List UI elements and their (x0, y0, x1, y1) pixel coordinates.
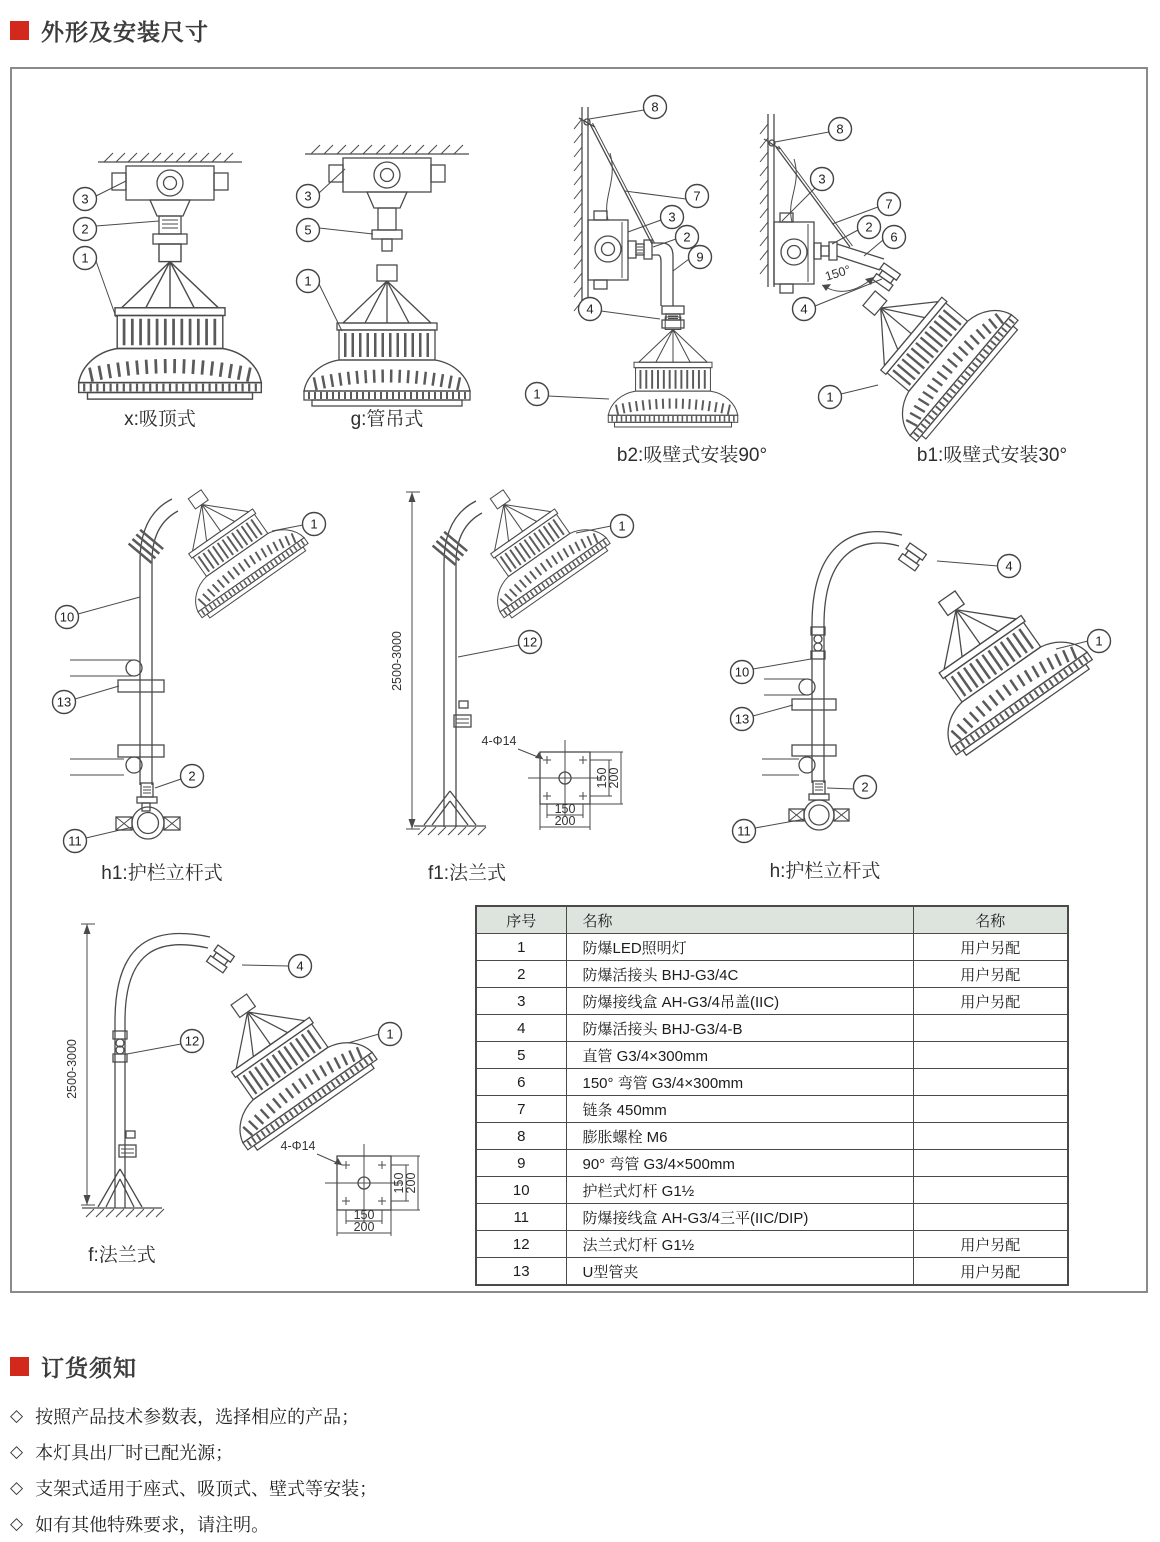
table-row (476, 1123, 1068, 1150)
svg-text:3: 3 (818, 171, 826, 187)
cell-name: 膨胀螺栓 M6 (566, 1123, 913, 1150)
cell-name: 防爆接线盒 AH-G3/4吊盖(IIC) (566, 988, 913, 1015)
cell-name: 防爆接线盒 AH-G3/4三平(IIC/DIP) (566, 1204, 913, 1231)
caption-h1: h1:护栏立杆式 (101, 863, 223, 884)
callout-1 (526, 383, 549, 406)
caption-f: f:法兰式 (88, 1245, 156, 1266)
svg-text:6: 6 (890, 229, 898, 245)
caption-b1: b1:吸壁式安装30° (916, 445, 1068, 466)
callout-8 (644, 96, 667, 119)
plate-holes-label: 4-Φ14 (481, 734, 517, 748)
cell-index: 8 (476, 1123, 566, 1150)
flange-plate-detail (482, 734, 624, 830)
lamp-icon (304, 265, 470, 406)
union-joint (899, 543, 927, 571)
callout-1 (74, 247, 97, 270)
callout-4 (998, 555, 1021, 578)
cell-note (913, 1150, 1068, 1177)
svg-text:1: 1 (618, 518, 626, 534)
svg-text:8: 8 (651, 99, 659, 115)
table-row (476, 934, 1068, 961)
svg-text:200: 200 (404, 1172, 418, 1194)
caption-x: x:吸顶式 (124, 409, 196, 430)
svg-text:4: 4 (296, 958, 304, 974)
callout-7 (686, 185, 709, 208)
diamond-bullet-icon: ◇ (10, 1478, 24, 1497)
cell-note (913, 1015, 1068, 1042)
callout-2 (858, 216, 881, 239)
table-row (476, 1231, 1068, 1258)
svg-text:1: 1 (386, 1026, 394, 1042)
diagram-b1-wall-mount-30 (760, 114, 1067, 466)
lamp-icon (142, 457, 311, 621)
svg-text:150: 150 (353, 1208, 375, 1222)
callout-9 (689, 246, 712, 269)
cell-index: 13 (476, 1258, 566, 1286)
diagram-panel (10, 67, 1148, 1293)
flange-plate-detail (281, 1139, 421, 1236)
svg-text:3: 3 (81, 191, 89, 207)
callout-3 (74, 188, 97, 211)
col-header-name2: 名称 (913, 906, 1068, 934)
cell-note: 用户另配 (913, 934, 1068, 961)
diagram-f1-flange-pole (390, 457, 634, 884)
ordering-notes (10, 1398, 910, 1542)
cell-name: 防爆LED照明灯 (566, 934, 913, 961)
callout-2 (676, 226, 699, 249)
union-joint (207, 945, 235, 973)
diamond-bullet-icon: ◇ (10, 1442, 24, 1461)
cell-index: 3 (476, 988, 566, 1015)
cell-note (913, 1123, 1068, 1150)
parts-table (475, 905, 1069, 1286)
caption-g: g:管吊式 (350, 409, 424, 430)
cell-note (913, 1177, 1068, 1204)
svg-text:200: 200 (607, 767, 621, 789)
cell-name: 防爆活接头 BHJ-G3/4-B (566, 1015, 913, 1042)
svg-text:4: 4 (586, 301, 594, 317)
svg-text:1: 1 (310, 516, 318, 532)
table-row (476, 1069, 1068, 1096)
note-item (10, 1470, 910, 1506)
diamond-bullet-icon: ◇ (10, 1514, 24, 1533)
pole-height-dim: 2500-3000 (390, 631, 404, 691)
cell-name: U型管夹 (566, 1258, 913, 1286)
cell-name: 护栏式灯杆 G1½ (566, 1177, 913, 1204)
cell-name: 直管 G3/4×300mm (566, 1042, 913, 1069)
callout-1 (611, 515, 634, 538)
cell-name: 90° 弯管 G3/4×500mm (566, 1150, 913, 1177)
svg-text:7: 7 (885, 196, 893, 212)
red-square-icon (10, 1357, 29, 1376)
plate-holes-label: 4-Φ14 (280, 1139, 316, 1153)
table-row (476, 1204, 1068, 1231)
cell-note (913, 1069, 1068, 1096)
cell-note: 用户另配 (913, 988, 1068, 1015)
table-row (476, 1258, 1068, 1286)
svg-text:3: 3 (304, 188, 312, 204)
svg-text:5: 5 (304, 222, 312, 238)
callout-10 (56, 606, 79, 629)
callout-11 (64, 830, 87, 853)
cell-index: 4 (476, 1015, 566, 1042)
table-row (476, 1096, 1068, 1123)
svg-text:11: 11 (737, 823, 751, 839)
callout-3 (811, 168, 834, 191)
note-item (10, 1434, 910, 1470)
callout-2 (181, 765, 204, 788)
svg-text:200: 200 (353, 1220, 375, 1234)
svg-text:10: 10 (59, 609, 75, 625)
note-text: 支架式适用于座式、吸顶式、壁式等安装； (35, 1479, 378, 1499)
svg-text:2: 2 (865, 219, 873, 235)
cell-index: 11 (476, 1204, 566, 1231)
svg-text:150: 150 (554, 802, 576, 816)
cell-note: 用户另配 (913, 1258, 1068, 1286)
section-title-text: 订货须知 (41, 1355, 137, 1381)
cell-note: 用户另配 (913, 1231, 1068, 1258)
lamp-icon (608, 317, 737, 427)
col-header-index: 序号 (476, 906, 566, 934)
svg-text:3: 3 (668, 209, 676, 225)
table-header-row (476, 906, 1068, 934)
callout-5 (297, 219, 320, 242)
cell-index: 7 (476, 1096, 566, 1123)
svg-text:9: 9 (696, 249, 704, 265)
svg-text:4: 4 (800, 301, 808, 317)
cell-note: 用户另配 (913, 961, 1068, 988)
svg-text:1: 1 (304, 273, 312, 289)
callout-1 (379, 1023, 402, 1046)
callout-1 (303, 513, 326, 536)
callout-6 (883, 226, 906, 249)
caption-b2: b2:吸壁式安装90° (616, 445, 768, 466)
svg-text:200: 200 (554, 814, 576, 828)
svg-text:1: 1 (81, 250, 89, 266)
diagram-h1-guardrail-pole (53, 457, 326, 884)
cell-name: 150° 弯管 G3/4×300mm (566, 1069, 913, 1096)
diagram-f-flange-pole (65, 924, 420, 1266)
angle-label: 150° (823, 262, 853, 284)
svg-text:11: 11 (68, 833, 82, 849)
callout-4 (579, 298, 602, 321)
callout-12 (181, 1030, 204, 1053)
svg-text:7: 7 (693, 188, 701, 204)
cell-note (913, 1096, 1068, 1123)
svg-text:13: 13 (734, 711, 750, 727)
callout-2 (854, 776, 877, 799)
lamp-icon (174, 954, 380, 1154)
note-text: 按照产品技术参数表，选择相应的产品； (35, 1407, 360, 1427)
note-text: 本灯具出厂时已配光源； (35, 1443, 234, 1463)
svg-text:1: 1 (1095, 633, 1103, 649)
col-header-name: 名称 (566, 906, 913, 934)
svg-text:1: 1 (826, 389, 834, 405)
section-dimensions-title (10, 14, 209, 47)
note-text: 如有其他特殊要求，请注明。 (35, 1515, 270, 1535)
table-row (476, 988, 1068, 1015)
table-row (476, 1042, 1068, 1069)
svg-text:12: 12 (184, 1033, 200, 1049)
svg-text:13: 13 (56, 694, 72, 710)
diamond-bullet-icon: ◇ (10, 1406, 24, 1425)
diagram-h-guardrail-pole (731, 532, 1111, 882)
cell-index: 12 (476, 1231, 566, 1258)
cell-note (913, 1042, 1068, 1069)
red-square-icon (10, 21, 29, 40)
callout-13 (731, 708, 754, 731)
callout-12 (519, 631, 542, 654)
diagram-g-pipe-pendant (297, 145, 471, 430)
callout-11 (733, 820, 756, 843)
svg-text:8: 8 (836, 121, 844, 137)
cell-index: 1 (476, 934, 566, 961)
table-row (476, 1150, 1068, 1177)
callout-3 (661, 206, 684, 229)
lamp-icon (79, 244, 262, 399)
cell-index: 2 (476, 961, 566, 988)
svg-text:4: 4 (1005, 558, 1013, 574)
section-title-text: 外形及安装尺寸 (41, 19, 209, 45)
union-joint (873, 263, 901, 291)
callout-2 (74, 218, 97, 241)
table-row (476, 961, 1068, 988)
caption-h: h:护栏立杆式 (769, 861, 881, 882)
callout-13 (53, 691, 76, 714)
cell-index: 6 (476, 1069, 566, 1096)
cell-name: 法兰式灯杆 G1½ (566, 1231, 913, 1258)
callout-1 (1088, 630, 1111, 653)
svg-text:2: 2 (861, 779, 869, 795)
svg-text:150: 150 (595, 767, 609, 789)
caption-f1: f1:法兰式 (427, 863, 507, 884)
table-row (476, 1177, 1068, 1204)
note-item (10, 1506, 910, 1542)
callout-4 (289, 955, 312, 978)
lamp-icon (879, 549, 1096, 760)
cell-note (913, 1204, 1068, 1231)
diagram-x-ceiling-mount (74, 153, 262, 430)
pole-height-dim: 2500-3000 (65, 1039, 79, 1099)
cell-index: 10 (476, 1177, 566, 1204)
cell-index: 9 (476, 1150, 566, 1177)
svg-text:1: 1 (533, 386, 541, 402)
table-row (476, 1015, 1068, 1042)
svg-text:150: 150 (392, 1172, 406, 1194)
cell-index: 5 (476, 1042, 566, 1069)
svg-text:2: 2 (81, 221, 89, 237)
note-item (10, 1398, 910, 1434)
svg-text:2: 2 (188, 768, 196, 784)
cell-name: 防爆活接头 BHJ-G3/4C (566, 961, 913, 988)
callout-10 (731, 661, 754, 684)
lamp-icon (444, 457, 613, 621)
svg-text:10: 10 (734, 664, 750, 680)
callout-3 (297, 185, 320, 208)
cell-name: 链条 450mm (566, 1096, 913, 1123)
callout-1 (297, 270, 320, 293)
svg-text:12: 12 (522, 634, 538, 650)
svg-text:2: 2 (683, 229, 691, 245)
section-ordering-title (10, 1350, 137, 1383)
callout-4 (793, 298, 816, 321)
callout-7 (878, 193, 901, 216)
diagram-b2-wall-mount-90 (526, 96, 768, 467)
callout-8 (829, 118, 852, 141)
callout-1 (819, 386, 842, 409)
